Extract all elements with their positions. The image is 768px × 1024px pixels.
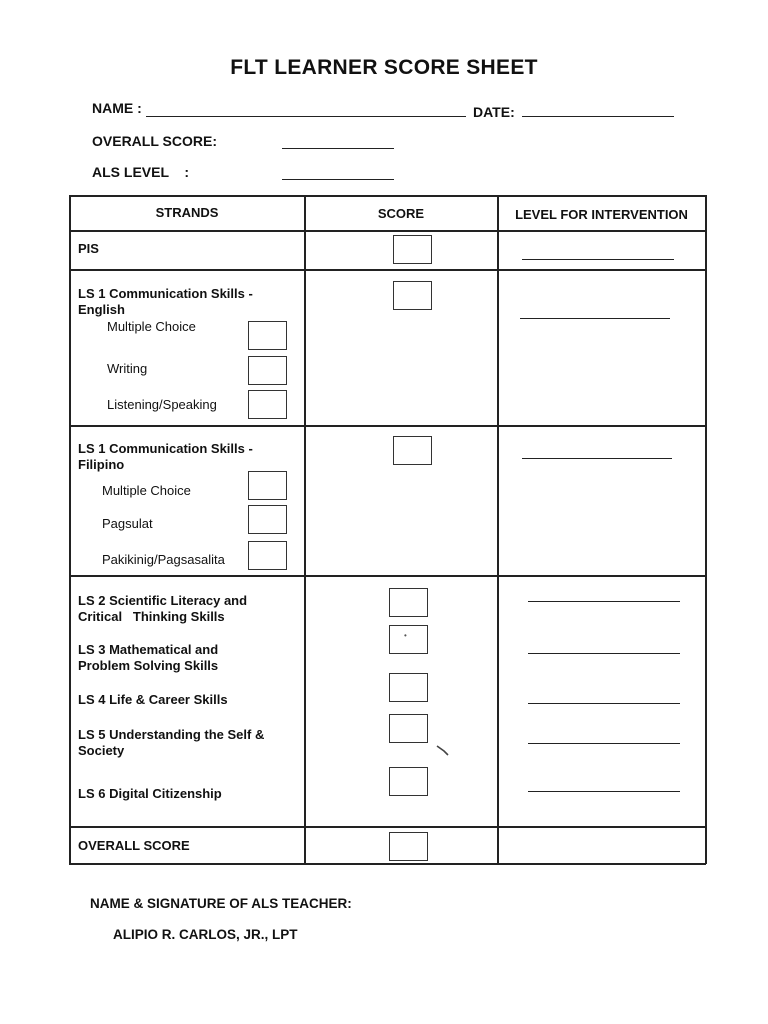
ls6-intervention-line[interactable]: [528, 791, 680, 792]
ls1-english-item-multiple-choice: Multiple Choice: [107, 319, 196, 334]
strand-ls6: LS 6 Digital Citizenship: [78, 786, 222, 801]
ls2-score-box[interactable]: [389, 588, 428, 617]
strand-ls1-filipino: LS 1 Communication Skills - Filipino: [78, 441, 253, 472]
ls1-english-writing-box[interactable]: [248, 356, 287, 385]
ls1-english-intervention-line[interactable]: [520, 318, 670, 319]
strand-pis: PIS: [78, 241, 99, 256]
pen-stroke-mark: [436, 745, 450, 757]
header-level-intervention: LEVEL FOR INTERVENTION: [515, 207, 688, 222]
page-title: FLT LEARNER SCORE SHEET: [230, 56, 538, 79]
strand-ls5: LS 5 Understanding the Self & Society: [78, 727, 265, 758]
ls1-english-item-listening: Listening/Speaking: [107, 397, 217, 412]
ls1-filipino-pagsulat-box[interactable]: [248, 505, 287, 534]
ls1-filipino-pakikinig-box[interactable]: [248, 541, 287, 570]
strand-ls4: LS 4 Life & Career Skills: [78, 692, 228, 707]
signature-label: NAME & SIGNATURE OF ALS TEACHER:: [90, 896, 352, 911]
overall-score-row-label: OVERALL SCORE: [78, 838, 190, 853]
strand-ls3: LS 3 Mathematical and Problem Solving Skills: [78, 642, 219, 673]
ls2-intervention-line[interactable]: [528, 601, 680, 602]
overall-score-field[interactable]: [282, 148, 394, 149]
ls1-filipino-score-box[interactable]: [393, 436, 432, 465]
overall-score-box[interactable]: [389, 832, 428, 861]
overall-score-label: OVERALL SCORE:: [92, 133, 217, 149]
date-field[interactable]: [522, 116, 674, 117]
pencil-mark-icon: •: [404, 631, 407, 640]
ls1-filipino-mc-box[interactable]: [248, 471, 287, 500]
ls1-english-item-writing: Writing: [107, 361, 148, 376]
name-label: NAME :: [92, 100, 142, 116]
ls1-filipino-intervention-line[interactable]: [522, 458, 672, 459]
ls6-score-box[interactable]: [389, 767, 428, 796]
name-field[interactable]: [146, 116, 466, 117]
ls4-score-box[interactable]: [389, 673, 428, 702]
ls4-intervention-line[interactable]: [528, 703, 680, 704]
teacher-name: ALIPIO R. CARLOS, JR., LPT: [113, 927, 298, 942]
ls5-score-box[interactable]: [389, 714, 428, 743]
strand-ls1-english: LS 1 Communication Skills - English: [78, 286, 253, 317]
pis-score-box[interactable]: [393, 235, 432, 264]
date-label: DATE:: [473, 104, 515, 120]
ls1-english-listening-box[interactable]: [248, 390, 287, 419]
ls3-score-box[interactable]: [389, 625, 428, 654]
ls1-english-score-box[interactable]: [393, 281, 432, 310]
als-level-field[interactable]: [282, 179, 394, 180]
ls1-filipino-item-pagsulat: Pagsulat: [102, 516, 153, 531]
pis-intervention-line[interactable]: [522, 259, 674, 260]
ls1-english-mc-box[interactable]: [248, 321, 287, 350]
als-level-label: ALS LEVEL :: [92, 164, 189, 180]
ls1-filipino-item-multiple-choice: Multiple Choice: [102, 483, 191, 498]
ls5-intervention-line[interactable]: [528, 743, 680, 744]
strand-ls2: LS 2 Scientific Literacy and Critical Thinking Skills: [78, 593, 248, 624]
header-strands: STRANDS: [155, 205, 219, 220]
ls3-intervention-line[interactable]: [528, 653, 680, 654]
ls1-filipino-item-pakikinig: Pakikinig/Pagsasalita: [102, 552, 225, 567]
header-score: SCORE: [377, 206, 425, 221]
